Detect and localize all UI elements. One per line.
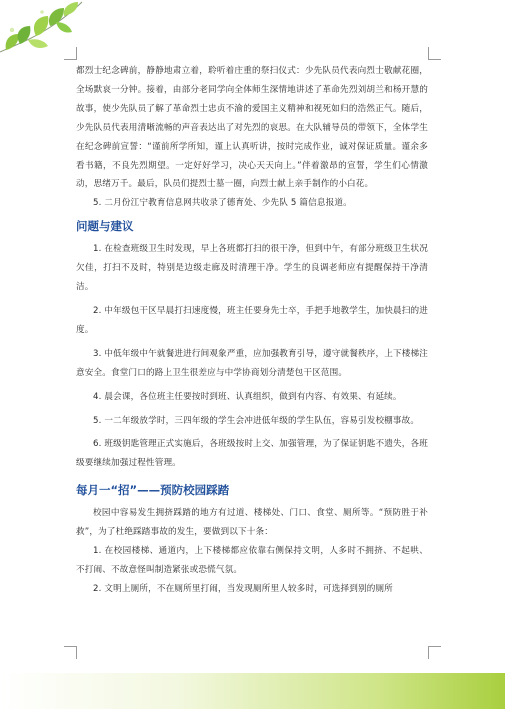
paragraph-memorial: 都烈士纪念碑前，静静地肃立着，聆听着庄重的祭扫仪式：少先队员代表向烈士敬献花圈，全场默哀一分钟。接着，由部分老同学向全体师生深情地讲述了革命先烈刘胡兰和杨开慧的故事，使少先队员了解了革命烈士忠贞不渝的爱国主义精神和视死如归的浩然正气。随后，少先队员代表用清晰流畅的声音表达出了对先烈的哀思。在大队辅导员的带领下，全体学生在纪念碑前宣誓：“谨前所学所知，谨上认真听讲，按时完成作业，诚对保证质量。谨余多看书籍，不良先烈期望。一定好好学习，决心天天向上。”伴着激昂的宣誓，学生们心情激动，思绪万千。最后，队员们提烈士墓一圈，向烈士献上亲手制作的小白花。 xyxy=(76,66,428,190)
footer-gradient-bar xyxy=(0,673,505,709)
tip-item-2: 2. 文明上厕所，不在厕所里打闹，当发现厕所里人较多时，可选择到别的厕所 xyxy=(93,583,393,594)
crop-mark-top-right xyxy=(428,47,441,60)
issue-item-5: 5. 一二年级放学时，三四年级的学生会冲进低年级的学生队伍，容易引发校棚事故。 xyxy=(93,415,420,426)
document-body xyxy=(76,62,428,599)
crop-mark-bottom-left xyxy=(64,646,77,659)
crop-mark-bottom-right xyxy=(428,646,441,659)
tip-item-1: 1. 在校园楼梯、通道内，上下楼梯都应依靠右侧保持文明，人多时不拥挤、不起哄、 不打闹、不故意怪叫制造紧张或恐慌气氛。 xyxy=(76,546,428,575)
tip-intro: 校园中容易发生拥挤踩踏的地方有过道、楼梯处、门口、食堂、厕所等。“预防胜于补救”，为了杜绝踩踏事故的发生，要做到以下十条： xyxy=(76,508,428,538)
section-heading-issues: 问题与建议 xyxy=(76,219,134,234)
issue-item-3: 3. 中低年级中午就餐进进行间观象严重，应加强教育引导，遵守就餐秩序，上下楼梯注意安全。食堂门口的路上卫生很差应与中学协商划分清楚包干区范围。 xyxy=(76,348,428,378)
section-heading-monthly-tip: 每月一“招”——预防校园踩踏 xyxy=(76,483,230,498)
issue-item-2: 2. 中年级包干区早晨打扫速度慢，班主任要身先士卒，手把手地教学生，加快晨扫的进度。 xyxy=(76,305,428,335)
leaf-decoration-icon xyxy=(0,0,120,60)
issue-item-6: 6. 班级钥匙管理正式实施后，各班级按时上交、加强管理，为了保证钥匙不遗失，各班级要继续加强过程性管理。 xyxy=(76,439,428,469)
issue-item-4: 4. 晨会课，各位班主任要按时到班、认真组织，做到有内容、有效果、有延续。 xyxy=(93,391,402,402)
crop-mark-top-left xyxy=(64,47,77,60)
paragraph-news-count: 5. 二月份江宁教育信息网共收录了德育处、少先队 5 篇信息报道。 xyxy=(93,198,352,209)
issue-item-1: 1. 在检查班级卫生时发现，早上各班都打扫的很干净，但到中午，有部分班级卫生状况欠佳，打扫不及时，特别是边级走廊及时清理干净。学生的良调老师应有提醒保持干净清洁。 xyxy=(76,244,428,293)
